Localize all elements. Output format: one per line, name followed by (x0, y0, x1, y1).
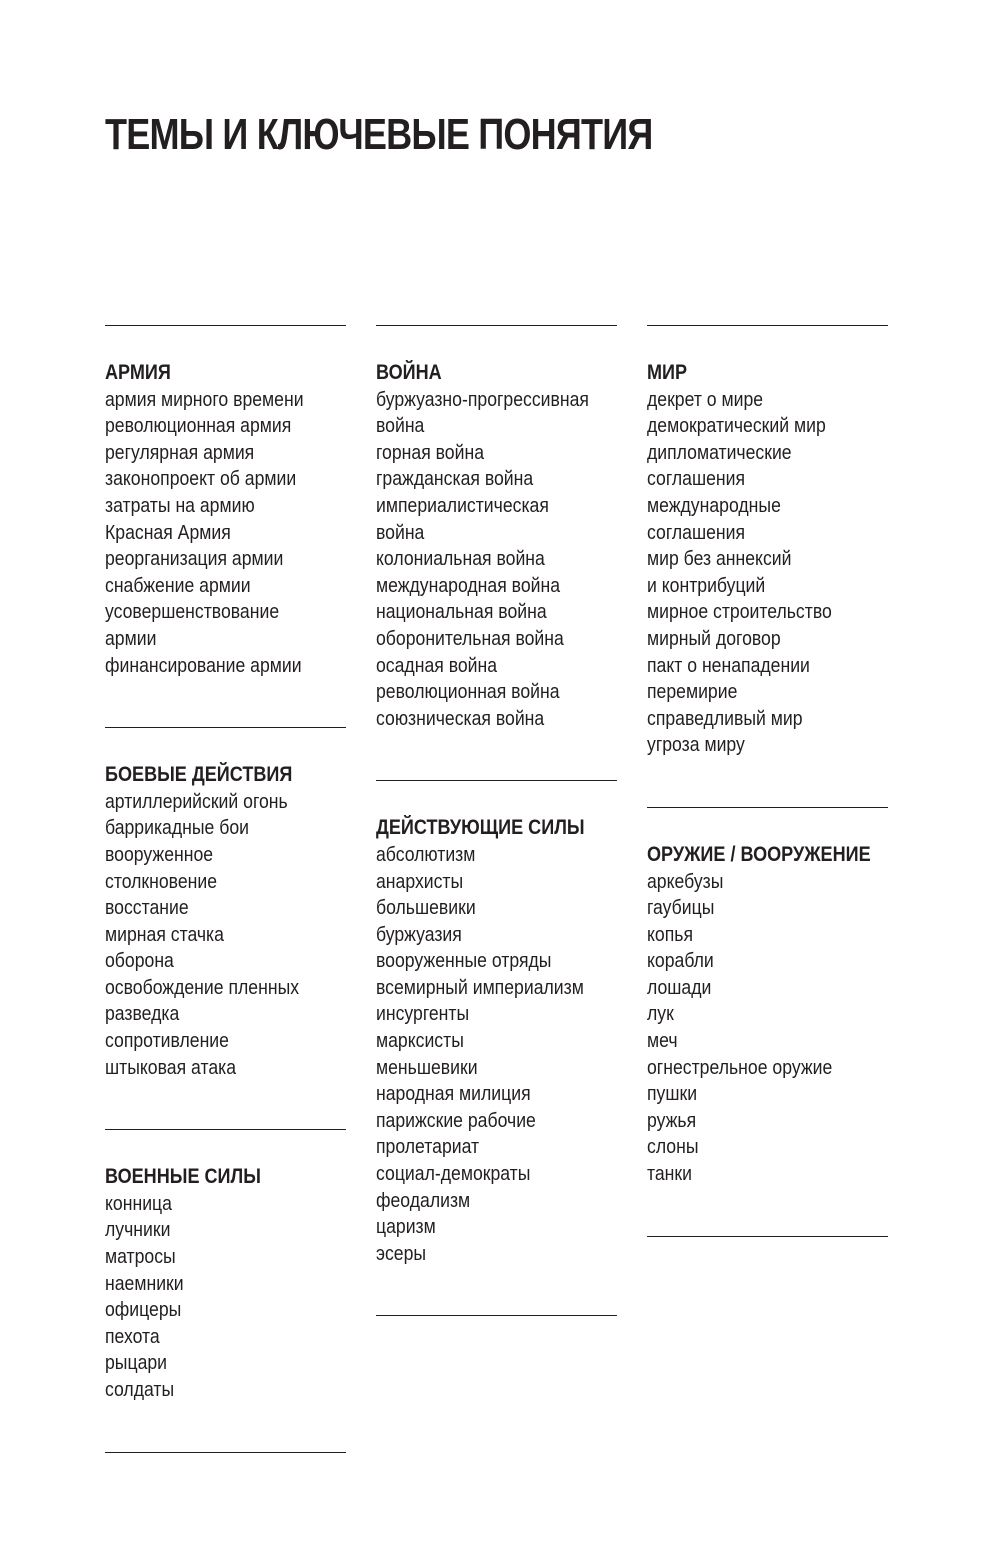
topic-section (105, 325, 346, 727)
term-list (105, 789, 346, 1082)
term-list (105, 387, 346, 680)
term-item: дипломатические (647, 440, 792, 464)
term-item: регулярная армия (105, 440, 255, 464)
term-item: соглашения (647, 467, 746, 491)
section-heading: АРМИЯ (105, 361, 171, 384)
term-item: гаубицы (647, 896, 715, 920)
term-item: сопротивление (105, 1029, 229, 1053)
term-item: и контрибуций (647, 573, 766, 597)
term-item: гражданская война (376, 467, 534, 491)
term-item: оборонительная война (376, 626, 564, 650)
term-item: соглашения (647, 520, 746, 544)
term-item: наемники (105, 1271, 184, 1295)
term-item: революционная война (376, 680, 560, 704)
topic-section (105, 727, 346, 1129)
term-item: столкновение (105, 869, 218, 893)
term-item: законопроект об армии (105, 467, 297, 491)
term-item: социал-демократы (376, 1162, 531, 1186)
term-item: перемирие (647, 680, 738, 704)
term-item: Красная Армия (105, 520, 231, 544)
topic-section (647, 325, 888, 807)
term-item: революционная армия (105, 414, 292, 438)
term-item: царизм (376, 1215, 436, 1239)
term-item: справедливый мир (647, 706, 803, 730)
term-item: аркебузы (647, 869, 724, 893)
term-item: союзническая война (376, 706, 545, 730)
term-item: война (376, 520, 425, 544)
term-item: анархисты (376, 869, 464, 893)
term-item: народная милиция (376, 1082, 531, 1106)
term-item: освобождение пленных (105, 975, 300, 999)
term-item: империалистическая (376, 493, 549, 517)
term-item: всемирный империализм (376, 975, 584, 999)
term-item: угроза миру (647, 733, 745, 757)
term-item: буржуазия (376, 922, 462, 946)
term-item: разведка (105, 1002, 180, 1026)
term-item: буржуазно-прогрессивная (376, 387, 589, 411)
term-list (647, 869, 888, 1188)
term-item: мирное строительство (647, 600, 832, 624)
term-item: армии (105, 626, 157, 650)
topic-section (376, 780, 617, 1316)
term-item: пролетариат (376, 1135, 480, 1159)
term-item: горная война (376, 440, 485, 464)
term-item: восстание (105, 896, 189, 920)
section-heading: ВОЙНА (376, 361, 442, 384)
term-item: слоны (647, 1135, 699, 1159)
term-item: пушки (647, 1082, 698, 1106)
term-item: копья (647, 922, 693, 946)
term-item: лучники (105, 1218, 171, 1242)
term-item: международная война (376, 573, 561, 597)
term-item: затраты на армию (105, 493, 255, 517)
term-item: международные (647, 493, 781, 517)
term-item: меч (647, 1029, 678, 1053)
term-item: офицеры (105, 1298, 182, 1322)
term-item: война (376, 414, 425, 438)
section-heading: ОРУЖИЕ / ВООРУЖЕНИЕ (647, 842, 871, 866)
term-item: армия мирного времени (105, 387, 304, 411)
term-item: пакт о ненападении (647, 653, 810, 677)
term-item: большевики (376, 896, 476, 920)
term-item: вооруженные отряды (376, 949, 552, 973)
page-title: ТЕМЫ И КЛЮЧЕВЫЕ ПОНЯТИЯ (105, 110, 653, 159)
section-heading: МИР (647, 361, 688, 384)
term-item: мирный договор (647, 626, 781, 650)
term-item: баррикадные бои (105, 816, 250, 840)
term-item: мирная стачка (105, 922, 224, 946)
column-1 (105, 325, 346, 1453)
term-item: национальная война (376, 600, 547, 624)
term-item: эсеры (376, 1241, 427, 1265)
term-item: рыцари (105, 1351, 168, 1375)
section-heading: ДЕЙСТВУЮЩИЕ СИЛЫ (376, 816, 585, 840)
term-item: абсолютизм (376, 842, 476, 866)
section-heading: ВОЕННЫЕ СИЛЫ (105, 1165, 261, 1189)
term-item: ружья (647, 1108, 697, 1132)
term-item: лук (647, 1002, 674, 1026)
topic-section (105, 1129, 346, 1452)
term-list (647, 387, 888, 759)
section-heading: БОЕВЫЕ ДЕЙСТВИЯ (105, 763, 293, 787)
term-item: колониальная война (376, 547, 545, 571)
term-item: меньшевики (376, 1055, 478, 1079)
term-item: штыковая атака (105, 1055, 237, 1079)
term-item: феодализм (376, 1188, 471, 1212)
term-item: финансирование армии (105, 653, 302, 677)
term-item: парижские рабочие (376, 1108, 536, 1132)
term-item: реорганизация армии (105, 547, 284, 571)
term-item: осадная война (376, 653, 498, 677)
topic-section (647, 807, 888, 1237)
term-item: артиллерийский огонь (105, 789, 288, 813)
term-item: пехота (105, 1324, 160, 1348)
column-3 (647, 325, 888, 1237)
term-item: снабжение армии (105, 573, 251, 597)
term-item: огнестрельное оружие (647, 1055, 833, 1079)
term-item: корабли (647, 949, 714, 973)
term-list (105, 1191, 346, 1404)
term-item: солдаты (105, 1378, 175, 1401)
topic-section (376, 325, 617, 780)
term-item: танки (647, 1162, 692, 1186)
term-list (376, 387, 617, 733)
term-item: усовершенствование (105, 600, 280, 624)
term-list (376, 842, 617, 1268)
term-item: демократический мир (647, 414, 826, 438)
term-item: вооруженное (105, 842, 214, 866)
term-item: мир без аннексий (647, 547, 792, 571)
term-item: оборона (105, 949, 174, 973)
term-item: конница (105, 1191, 172, 1215)
column-2 (376, 325, 617, 1316)
term-item: лошади (647, 975, 712, 999)
term-item: марксисты (376, 1029, 464, 1053)
term-item: инсургенты (376, 1002, 470, 1026)
term-item: декрет о мире (647, 387, 764, 411)
term-item: матросы (105, 1245, 176, 1269)
